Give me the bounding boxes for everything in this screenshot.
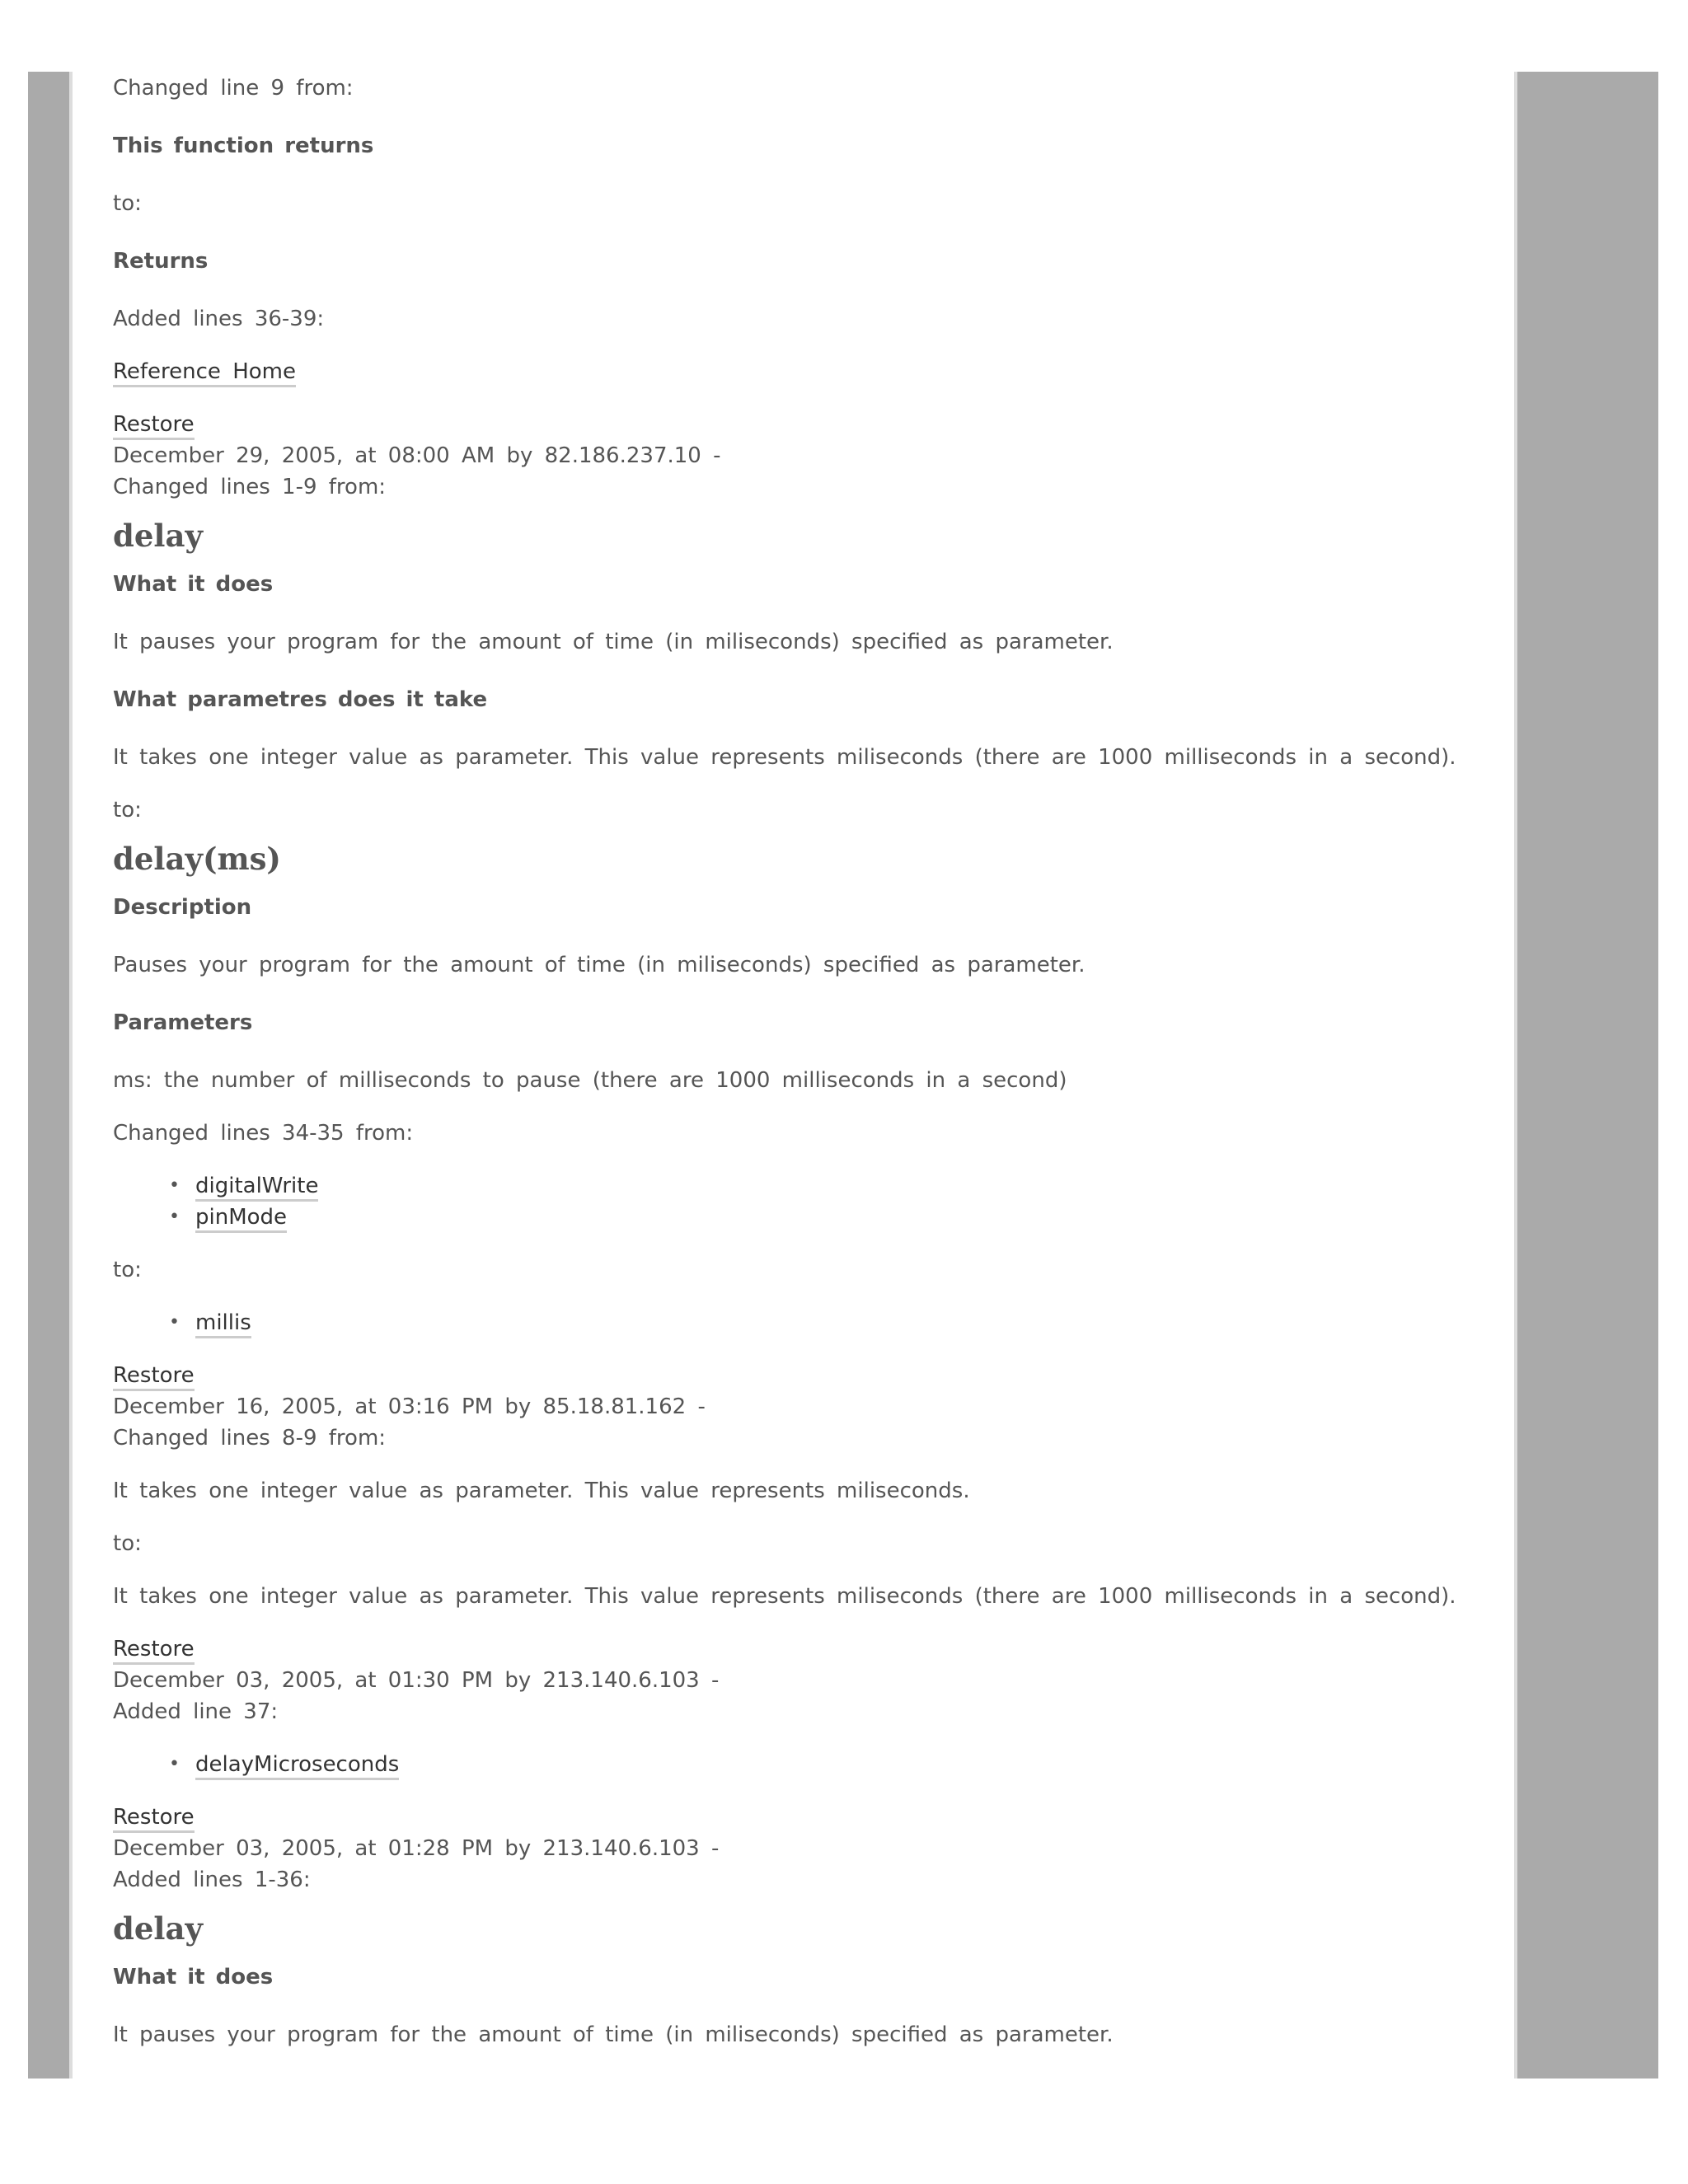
list-item [169,1202,1498,1233]
section-text: It takes one integer value as parameter. This value represents miliseconds. [113,1479,970,1503]
section-text: It pauses your program for the amount of time (in miliseconds) specified as parameter. [113,2022,1114,2047]
revision-meta: December 03, 2005, at 01:28 PM by 213.140.6.103 - [113,1836,720,1861]
bullet-icon: • [169,1312,180,1333]
list-item [169,1307,1498,1338]
diff-to-label: to: [113,1258,142,1282]
millis-link[interactable]: millis [195,1310,251,1338]
diff-summary: Changed lines 8-9 from: [113,1426,387,1451]
link-list [113,1749,1498,1780]
diff-new-heading: Returns [113,249,209,274]
section-heading: Parameters [113,1010,253,1035]
digitalwrite-link[interactable]: digitalWrite [195,1174,318,1202]
diff-summary: Changed lines 1-9 from: [113,475,387,499]
link-list [113,1170,1498,1233]
page-title: delay [113,1910,203,1947]
delaymicroseconds-link[interactable]: delayMicroseconds [195,1752,399,1780]
diff-summary: Added lines 36-39: [113,307,325,331]
section-heading: What parametres does it take [113,687,488,712]
page-history-content [113,73,1498,2050]
section-text: It takes one integer value as parameter. This value represents miliseconds (there are 1000 milliseconds in a second). [113,745,1456,770]
reference-home-link[interactable]: Reference Home [113,359,296,387]
section-text: Pauses your program for the amount of time (in miliseconds) specified as parameter. [113,953,1085,977]
diff-to-label: to: [113,1531,142,1556]
bullet-icon: • [169,1207,180,1227]
section-heading: What it does [113,572,274,597]
diff-old-heading: This function returns [113,134,374,158]
diff-summary: Changed line 9 from: [113,76,354,101]
section-text: It takes one integer value as parameter. This value represents miliseconds (there are 1000 milliseconds in a second). [113,1584,1456,1609]
revision-meta: December 03, 2005, at 01:30 PM by 213.140.6.103 - [113,1668,720,1693]
section-text: It pauses your program for the amount of time (in miliseconds) specified as parameter. [113,630,1114,654]
right-sidebar-bar [1517,72,1658,2079]
bullet-icon: • [169,1175,180,1196]
old-page-title: delay [113,518,203,554]
link-list [113,1307,1498,1338]
restore-link[interactable]: Restore [113,1805,195,1833]
diff-summary: Added lines 1-36: [113,1868,311,1892]
list-item [169,1170,1498,1202]
bullet-icon: • [169,1754,180,1774]
revision-meta: December 29, 2005, at 08:00 AM by 82.186.237.10 - [113,443,721,468]
diff-to-label: to: [113,798,142,823]
section-heading: What it does [113,1965,274,1990]
restore-link[interactable]: Restore [113,412,195,440]
section-heading: Description [113,895,252,920]
restore-link[interactable]: Restore [113,1363,195,1391]
diff-summary: Changed lines 34-35 from: [113,1121,414,1146]
diff-summary: Added line 37: [113,1699,279,1724]
pinmode-link[interactable]: pinMode [195,1205,287,1233]
left-sidebar-bar [28,72,69,2079]
new-page-title: delay(ms) [113,841,281,877]
revision-meta: December 16, 2005, at 03:16 PM by 85.18.81.162 - [113,1394,706,1419]
diff-to-label: to: [113,191,142,216]
section-text: ms: the number of milliseconds to pause (there are 1000 milliseconds in a second) [113,1068,1067,1093]
restore-link[interactable]: Restore [113,1637,195,1665]
list-item [169,1749,1498,1780]
